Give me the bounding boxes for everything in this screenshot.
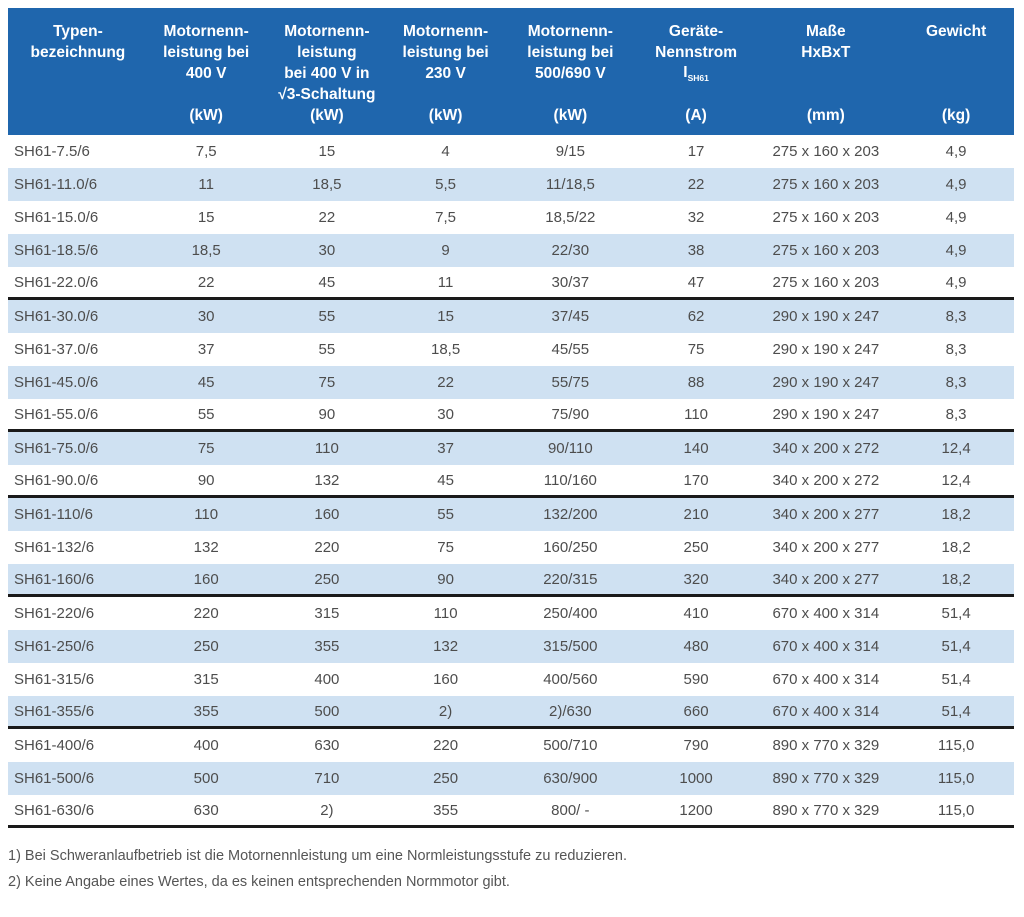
table-cell: 500 xyxy=(314,702,340,720)
type-designation-cell: SH61-15.0/6 xyxy=(14,209,99,226)
table-cell: 400 xyxy=(193,737,219,754)
table-cell: 670 x 400 x 314 xyxy=(772,671,880,688)
table-cell: 320 xyxy=(683,570,709,588)
table-cell: 9 xyxy=(441,242,450,259)
table-cell: 90 xyxy=(437,570,454,588)
table-cell: 55 xyxy=(318,341,336,358)
table-cell: 710 xyxy=(314,770,340,787)
table-cell: 400/560 xyxy=(543,671,598,688)
column-title: Motornenn- leistung bei 400 V in √3-Schaltung xyxy=(278,23,376,103)
table-cell: 220 xyxy=(314,539,340,556)
table-row xyxy=(8,630,1014,663)
table-cell: 410 xyxy=(683,605,709,622)
table-cell: 160 xyxy=(314,506,340,523)
table-cell: 18,5/22 xyxy=(545,209,596,226)
table-cell: 630 xyxy=(193,801,219,819)
column-unit: (A) xyxy=(685,107,707,124)
table-row xyxy=(8,696,1014,729)
table-cell: 132 xyxy=(193,539,219,556)
table-cell: 275 x 160 x 203 xyxy=(772,209,880,226)
table-header xyxy=(8,8,1014,135)
column-unit: (kg) xyxy=(941,107,971,124)
table-cell: 22/30 xyxy=(551,242,590,259)
table-cell: 340 x 200 x 277 xyxy=(772,570,880,588)
table-cell: 4,9 xyxy=(945,176,967,193)
table-body xyxy=(8,135,1014,828)
table-cell: 88 xyxy=(687,374,705,391)
table-cell: 790 xyxy=(683,737,709,754)
table-cell: 670 x 400 x 314 xyxy=(772,605,880,622)
table-row xyxy=(8,300,1014,333)
type-designation-cell: SH61-315/6 xyxy=(14,671,95,688)
table-cell: 340 x 200 x 272 xyxy=(772,471,880,489)
table-cell: 340 x 200 x 277 xyxy=(772,506,880,523)
type-designation-cell: SH61-75.0/6 xyxy=(14,440,99,457)
table-cell: 32 xyxy=(687,209,705,226)
table-cell: 4,9 xyxy=(945,209,967,226)
column-header xyxy=(898,8,1014,135)
table-cell: 55/75 xyxy=(551,374,590,391)
table-cell: 160/250 xyxy=(543,539,598,556)
table-cell: 62 xyxy=(687,308,705,325)
table-cell: 8,3 xyxy=(945,308,967,325)
table-row xyxy=(8,432,1014,465)
table-cell: 4,9 xyxy=(945,143,967,160)
table-cell: 220/315 xyxy=(543,570,598,588)
table-cell: 90/110 xyxy=(547,440,593,457)
type-designation-cell: SH61-500/6 xyxy=(14,770,95,787)
table-cell: 250 xyxy=(193,638,219,655)
type-designation-cell: SH61-220/6 xyxy=(14,605,95,622)
column-title: Motornenn- leistung bei 230 V xyxy=(402,23,489,82)
column-header xyxy=(8,8,148,135)
table-cell: 250 xyxy=(314,570,340,588)
table-cell: 290 x 190 x 247 xyxy=(772,405,880,423)
table-cell: 1000 xyxy=(679,770,713,787)
table-cell: 75 xyxy=(687,341,705,358)
table-cell: 8,3 xyxy=(945,374,967,391)
type-designation-cell: SH61-18.5/6 xyxy=(14,242,99,259)
type-designation-cell: SH61-132/6 xyxy=(14,539,95,556)
type-designation-cell: SH61-30.0/6 xyxy=(14,308,99,325)
table-cell: 800/ - xyxy=(551,801,590,819)
table-cell: 55 xyxy=(197,405,215,423)
table-cell: 160 xyxy=(433,671,459,688)
table-row xyxy=(8,498,1014,531)
column-header xyxy=(753,8,898,135)
type-designation-cell: SH61-110/6 xyxy=(14,506,93,523)
table-cell: 170 xyxy=(683,471,709,489)
table-cell: 315/500 xyxy=(543,638,598,655)
table-cell: 45/55 xyxy=(551,341,590,358)
table-cell: 355 xyxy=(193,702,219,720)
column-title: Maße HxBxT xyxy=(801,23,851,61)
table-cell: 51,4 xyxy=(941,702,971,720)
table-cell: 210 xyxy=(683,506,709,523)
table-cell: 11 xyxy=(437,273,454,291)
table-cell: 275 x 160 x 203 xyxy=(772,176,880,193)
table-cell: 22 xyxy=(687,176,705,193)
table-cell: 22 xyxy=(197,273,215,291)
table-cell: 660 xyxy=(683,702,709,720)
footnote-2: 2) Keine Angabe eines Wertes, da es keinen entsprechenden Normmotor gibt. xyxy=(8,874,510,890)
column-unit: (kW) xyxy=(310,107,344,124)
table-cell: 11 xyxy=(198,176,214,193)
table-cell: 110 xyxy=(194,506,219,523)
table-cell: 51,4 xyxy=(941,638,971,655)
type-designation-cell: SH61-250/6 xyxy=(14,638,95,655)
table-cell: 115,0 xyxy=(937,737,975,754)
column-header xyxy=(265,8,390,135)
table-cell: 18,2 xyxy=(941,570,971,588)
type-designation-cell: SH61-630/6 xyxy=(14,801,95,819)
table-cell: 220 xyxy=(433,737,459,754)
table-cell: 37/45 xyxy=(551,308,590,325)
table-cell: 55 xyxy=(437,506,454,523)
column-title: Motornenn- leistung bei 500/690 V xyxy=(527,23,614,82)
table-row xyxy=(8,762,1014,795)
table-cell: 30/37 xyxy=(551,273,590,291)
table-cell: 75/90 xyxy=(551,405,590,423)
table-row xyxy=(8,366,1014,399)
table-cell: 275 x 160 x 203 xyxy=(772,273,880,291)
table-cell: 47 xyxy=(687,273,705,291)
table-cell: 2) xyxy=(438,702,453,720)
table-row xyxy=(8,795,1014,828)
table-cell: 890 x 770 x 329 xyxy=(772,801,880,819)
table-cell: 90 xyxy=(318,405,336,423)
table-row xyxy=(8,234,1014,267)
table-row xyxy=(8,267,1014,300)
table-cell: 355 xyxy=(433,801,459,819)
table-cell: 355 xyxy=(314,638,340,655)
table-cell: 290 x 190 x 247 xyxy=(772,341,880,358)
table-cell: 8,3 xyxy=(945,405,967,423)
table-cell: 45 xyxy=(437,471,454,489)
column-header xyxy=(639,8,754,135)
column-title: Motornenn- leistung bei 400 V xyxy=(163,23,250,82)
column-unit: (kW) xyxy=(189,107,223,124)
table-cell: 37 xyxy=(197,341,215,358)
table-cell: 220 xyxy=(193,605,219,622)
table-cell: 110 xyxy=(433,605,458,622)
column-unit: (kW) xyxy=(553,107,588,124)
table-cell: 38 xyxy=(687,242,705,259)
type-designation-cell: SH61-90.0/6 xyxy=(14,471,99,489)
table-cell: 630 xyxy=(314,737,340,754)
table-cell: 275 x 160 x 203 xyxy=(772,143,880,160)
table-cell: 12,4 xyxy=(941,471,971,489)
table-cell: 18,5 xyxy=(312,176,342,193)
table-cell: 250 xyxy=(433,770,459,787)
table-cell: 340 x 200 x 277 xyxy=(772,539,880,556)
table-cell: 4,9 xyxy=(945,273,967,291)
table-row xyxy=(8,531,1014,564)
table-row xyxy=(8,399,1014,432)
table-cell: 110 xyxy=(684,405,709,423)
table-cell: 290 x 190 x 247 xyxy=(772,308,880,325)
table-cell: 18,5 xyxy=(430,341,461,358)
table-cell: 670 x 400 x 314 xyxy=(772,638,880,655)
table-cell: 160 xyxy=(193,570,219,588)
table-cell: 11/18,5 xyxy=(545,176,595,193)
column-title: Gewicht xyxy=(925,23,987,40)
type-designation-cell: SH61-55.0/6 xyxy=(14,405,99,423)
type-designation-cell: SH61-355/6 xyxy=(14,702,95,720)
table-cell: 75 xyxy=(197,440,215,457)
footnotes xyxy=(0,828,1024,895)
table-cell: 15 xyxy=(197,209,215,226)
type-designation-cell: SH61-22.0/6 xyxy=(14,273,99,291)
table-row xyxy=(8,333,1014,366)
table-cell: 250/400 xyxy=(543,605,598,622)
column-header xyxy=(148,8,265,135)
table-cell: 400 xyxy=(314,671,340,688)
type-designation-cell: SH61-160/6 xyxy=(14,570,95,588)
table-cell: 30 xyxy=(318,242,336,259)
type-designation-cell: SH61-11.0/6 xyxy=(14,176,98,193)
table-cell: 275 x 160 x 203 xyxy=(772,242,880,259)
column-unit: (mm) xyxy=(806,107,845,124)
table-row xyxy=(8,663,1014,696)
table-cell: 670 x 400 x 314 xyxy=(772,702,880,720)
table-cell: 55 xyxy=(318,308,336,325)
table-cell: 8,3 xyxy=(945,341,967,358)
table-cell: 132 xyxy=(433,638,459,655)
table-cell: 18,2 xyxy=(941,539,971,556)
table-cell: 7,5 xyxy=(435,209,457,226)
table-cell: 51,4 xyxy=(941,605,971,622)
table-cell: 132 xyxy=(314,471,340,489)
table-row xyxy=(8,201,1014,234)
column-title: Geräte- Nennstrom xyxy=(655,23,737,61)
table-cell: 110/160 xyxy=(543,471,597,489)
table-cell: 7,5 xyxy=(195,143,217,160)
table-cell: 15 xyxy=(437,308,454,325)
table-row xyxy=(8,564,1014,597)
table-cell: 590 xyxy=(683,671,709,688)
rated-current-symbol: $I_{SH61}$ xyxy=(683,64,709,84)
table-cell: 12,4 xyxy=(941,440,971,457)
table-cell: 315 xyxy=(193,671,219,688)
table-row xyxy=(8,135,1014,168)
table-cell: 132/200 xyxy=(543,506,598,523)
table-cell: 2) xyxy=(320,801,334,819)
table-cell: 480 xyxy=(683,638,709,655)
table-row xyxy=(8,729,1014,762)
table-cell: 1200 xyxy=(679,801,713,819)
table-cell: 51,4 xyxy=(941,671,971,688)
table-cell: 75 xyxy=(318,374,336,391)
table-cell: 45 xyxy=(197,374,215,391)
table-cell: 18,5 xyxy=(191,242,221,259)
column-title: Typen- bezeichnung xyxy=(30,23,126,61)
table-cell: 30 xyxy=(197,308,215,325)
table-cell: 90 xyxy=(197,471,215,489)
table-cell: 115,0 xyxy=(937,801,975,819)
table-cell: 18,2 xyxy=(941,506,971,523)
table-cell: 5,5 xyxy=(435,176,457,193)
table-cell: 890 x 770 x 329 xyxy=(772,770,880,787)
table-cell: 315 xyxy=(314,605,340,622)
table-cell: 45 xyxy=(318,273,336,291)
table-cell: 250 xyxy=(683,539,709,556)
table-cell: 37 xyxy=(437,440,454,457)
footnote-1: 1) Bei Schweranlaufbetrieb ist die Motornennleistung um eine Normleistungsstufe zu reduzieren. xyxy=(8,848,627,864)
table-cell: 340 x 200 x 272 xyxy=(772,440,880,457)
table-cell: 290 x 190 x 247 xyxy=(772,374,880,391)
table-cell: 4 xyxy=(441,143,450,160)
table-cell: 30 xyxy=(437,405,454,423)
table-cell: 110 xyxy=(314,440,339,457)
table-cell: 22 xyxy=(318,209,336,226)
table-cell: 890 x 770 x 329 xyxy=(772,737,880,754)
type-designation-cell: SH61-37.0/6 xyxy=(14,341,99,358)
table-cell: 4,9 xyxy=(945,242,967,259)
table-cell: 2)/630 xyxy=(549,702,592,720)
table-cell: 140 xyxy=(683,440,709,457)
table-row xyxy=(8,465,1014,498)
type-designation-cell: SH61-45.0/6 xyxy=(14,374,99,391)
table-cell: 630/900 xyxy=(543,770,598,787)
column-header xyxy=(389,8,502,135)
table-cell: 15 xyxy=(318,143,336,160)
column-header xyxy=(502,8,639,135)
type-designation-cell: SH61-7.5/6 xyxy=(14,143,90,160)
table-cell: 115,0 xyxy=(937,770,975,787)
table-cell: 17 xyxy=(687,143,705,160)
table-cell: 500/710 xyxy=(543,737,598,754)
type-designation-cell: SH61-400/6 xyxy=(14,737,95,754)
table-cell: 9/15 xyxy=(555,143,585,160)
table-cell: 500 xyxy=(193,770,219,787)
column-unit: (kW) xyxy=(428,107,463,124)
table-row xyxy=(8,597,1014,630)
table-cell: 22 xyxy=(437,374,454,391)
table-row xyxy=(8,168,1014,201)
table-cell: 75 xyxy=(437,539,454,556)
